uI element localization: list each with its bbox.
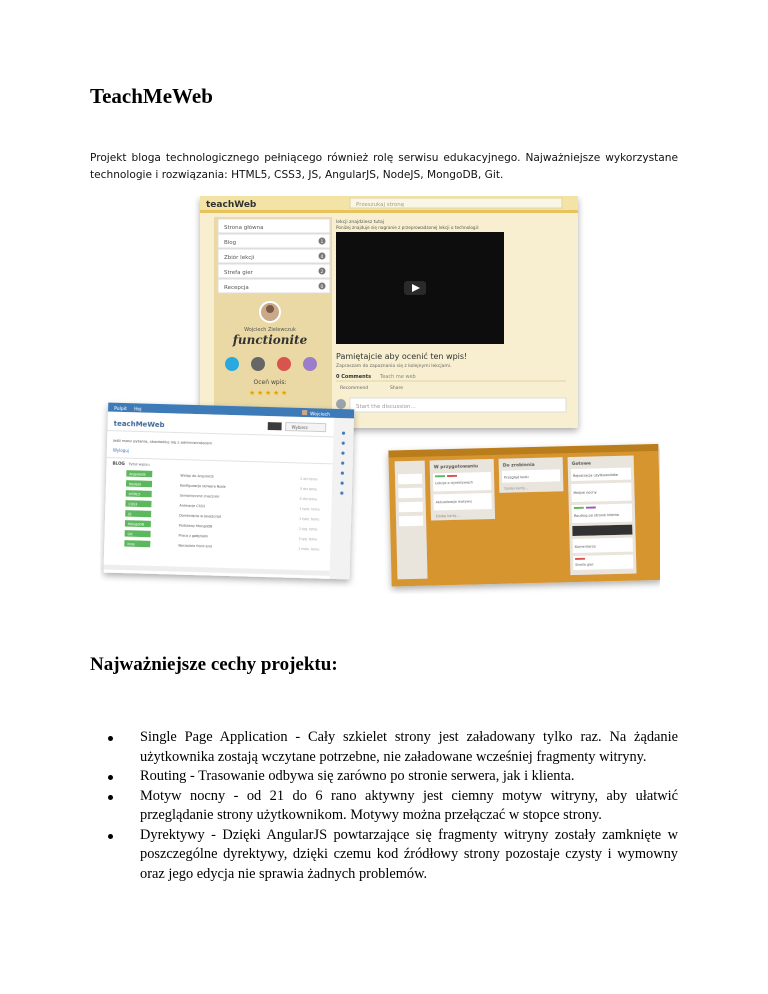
- row-title[interactable]: Semantyczne znaczniki: [179, 493, 220, 499]
- board-card-title: Routing po stronie klienta: [573, 512, 620, 518]
- menu-badge: 4: [320, 255, 324, 260]
- admin-dropdown-label: Wybierz: [291, 424, 308, 431]
- add-card-link[interactable]: Dodaj kartę...: [504, 486, 529, 491]
- pinterest-icon[interactable]: [277, 357, 291, 371]
- author-name: Wojciech Zielewczuk: [244, 327, 296, 333]
- blog-logo: teachWeb: [206, 200, 257, 210]
- row-title[interactable]: Narzędzia front-end: [178, 543, 212, 549]
- bullet-icon: [108, 736, 113, 741]
- board-list-title: Do zrobienia: [502, 462, 535, 469]
- features-heading: Najważniejsze cechy projektu:: [90, 654, 338, 675]
- admin-screenshot: [104, 403, 355, 580]
- intro-paragraph: Projekt bloga technologicznego pełniącego również rolę serwisu edukacyjnego. Najważniejsze wykorzystane technologie i rozwiązania: HTML5, CSS3, JS, AngularJS, NodeJS, MongoDB, Git.: [90, 152, 678, 181]
- recommend-button[interactable]: Recommend: [340, 386, 369, 391]
- author-script: functionite: [232, 333, 308, 347]
- lesson-text-2: Poniżej znajduje się nagranie z przeprowadzonej lekcji o technologii:: [336, 225, 480, 230]
- menu-badge: 2: [320, 270, 324, 275]
- email-icon[interactable]: [303, 357, 317, 371]
- row-tag-text: MongoDB: [127, 522, 145, 527]
- admin-nav-item[interactable]: Pulpit: [114, 406, 127, 413]
- menu-label: Strona główna: [224, 225, 264, 231]
- feature-text: Single Page Application - Cały szkielet strony jest załadowany tylko raz. Na żądanie użytkownika zostają wczytane potrzebne, nie załadowane wcześniej fragmenty witryny.: [140, 729, 678, 765]
- page-title: TeachMeWeb: [90, 84, 213, 108]
- board-card-title: Strefa gier: [575, 562, 594, 567]
- admin-action-button[interactable]: [268, 422, 282, 430]
- board-list-title: Gotowe: [571, 461, 592, 468]
- row-title[interactable]: Domknięcia w JavaScript: [179, 513, 222, 519]
- board-screenshot: [388, 444, 660, 587]
- feature-text: Routing - Trasowanie odbywa się zarówno po stronie serwera, jak i klienta.: [140, 768, 575, 784]
- lesson-text-1: lekcji znajdziesz tutaj: [336, 220, 385, 225]
- comments-tab[interactable]: 0 Comments: [336, 374, 372, 380]
- board-card-title: Przegląd kodu: [504, 475, 529, 480]
- admin-table-header: BLOG: [112, 460, 125, 467]
- github-icon[interactable]: [251, 357, 265, 371]
- bullet-icon: [108, 775, 113, 780]
- star-icon: ★: [265, 389, 272, 397]
- rate-label: Oceń wpis:: [253, 379, 287, 386]
- row-tag-text: Git: [127, 532, 133, 537]
- menu-label: Zbiór lekcji: [224, 255, 255, 261]
- menu-badge: 0: [320, 285, 324, 290]
- feature-item: [108, 787, 678, 826]
- row-time: 2 tyg. temu: [298, 526, 318, 532]
- admin-nav-item[interactable]: Hej: [134, 407, 142, 413]
- menu-label: Recepcja: [224, 285, 249, 291]
- admin-user-avatar: [302, 410, 307, 415]
- row-tag-text: CSS3: [128, 502, 138, 507]
- feature-text: Dyrektywy - Dzięki AngularJS powtarzające się fragmenty witryny zostały zamknięte w poszczególne dyrektywy, dzięki czemu kod źródłowy strony pozostaje czysty i wymowny oraz jego edycja nie sprawia żadnych problemów.: [140, 826, 678, 882]
- discussion-placeholder: Start the discussion...: [356, 404, 416, 410]
- rating-stars[interactable]: [249, 389, 287, 397]
- row-time: 3 dni temu: [299, 486, 318, 492]
- row-title[interactable]: Praca z gałęziami: [178, 533, 209, 539]
- feature-item: [108, 826, 678, 885]
- row-time: 1 mies. temu: [298, 546, 320, 552]
- menu-label: Blog: [224, 240, 237, 246]
- row-title[interactable]: Animacje CSS3: [179, 503, 206, 509]
- star-icon: ★: [273, 389, 280, 397]
- blog-menu: [218, 219, 330, 293]
- star-icon: ★: [257, 389, 264, 397]
- row-title[interactable]: Konfiguracja serwera Node: [179, 483, 226, 489]
- row-title[interactable]: Podstawy MongoDB: [178, 523, 213, 529]
- row-tag-text: JS: [128, 512, 132, 517]
- board-card-title: Komentarze: [574, 544, 596, 549]
- row-time: 1 tydz. temu: [299, 506, 320, 512]
- row-title[interactable]: Wstęp do AngularJS: [180, 473, 214, 479]
- twitter-icon[interactable]: [225, 357, 239, 371]
- add-card-link[interactable]: Dodaj kartę...: [435, 513, 460, 519]
- row-tag-text: NodeJS: [128, 482, 142, 487]
- board-list-title: W przygotowaniu: [433, 464, 479, 471]
- features-list: [108, 728, 678, 884]
- admin-logo: teachMeWeb: [113, 419, 165, 430]
- admin-table-header: Tytuł wpisu: [128, 461, 150, 467]
- screenshots-collage: [100, 196, 660, 594]
- board-card-title: Motyw nocny: [573, 490, 597, 496]
- bullet-icon: [108, 834, 113, 839]
- blog-screenshot: [200, 196, 578, 431]
- row-time: 5 dni temu: [299, 496, 318, 502]
- row-time: 1 tydz. temu: [299, 516, 320, 522]
- admin-notice: Jeśli masz pytania, skontaktuj się z administratorem: [113, 437, 213, 446]
- admin-user[interactable]: Wojciech: [309, 412, 331, 418]
- row-time: 2 dni temu: [300, 476, 318, 482]
- blog-search-placeholder: Przeszukaj stronę: [356, 202, 405, 208]
- feature-item: [108, 767, 678, 787]
- share-button[interactable]: Share: [390, 386, 403, 391]
- board-card-title: Rejestracja użytkowników: [572, 472, 619, 479]
- board-card-title: Lekcja o dyrektywach: [435, 480, 474, 486]
- bullet-icon: [108, 795, 113, 800]
- row-tag-text: AngularJS: [129, 472, 146, 477]
- row-time: 3 tyg. temu: [298, 536, 318, 542]
- teach-tab[interactable]: Teach me web: [380, 374, 416, 380]
- feature-text: Motyw nocny - od 21 do 6 rano aktywny jest ciemny motyw witryny, aby ułatwić przeglądanie strony użytkownikom. Motywy można przełączać w stopce strony.: [140, 787, 678, 823]
- row-tag-text: HTML5: [128, 492, 141, 497]
- admin-link[interactable]: Wyloguj: [112, 447, 130, 454]
- menu-badge: 1: [320, 240, 324, 245]
- star-icon: ★: [281, 389, 288, 397]
- cta-sub: Zapraszam do zapoznania się z kolejnymi lekcjami.: [336, 364, 452, 369]
- cta-title: Pamiętajcie aby ocenić ten wpis!: [336, 352, 468, 361]
- board-card-title: Aktualizacja motywu: [435, 499, 473, 505]
- star-icon: ★: [249, 389, 256, 397]
- feature-item: [108, 728, 678, 767]
- row-tag-text: Inne: [127, 542, 135, 547]
- menu-label: Strefa gier: [224, 270, 253, 276]
